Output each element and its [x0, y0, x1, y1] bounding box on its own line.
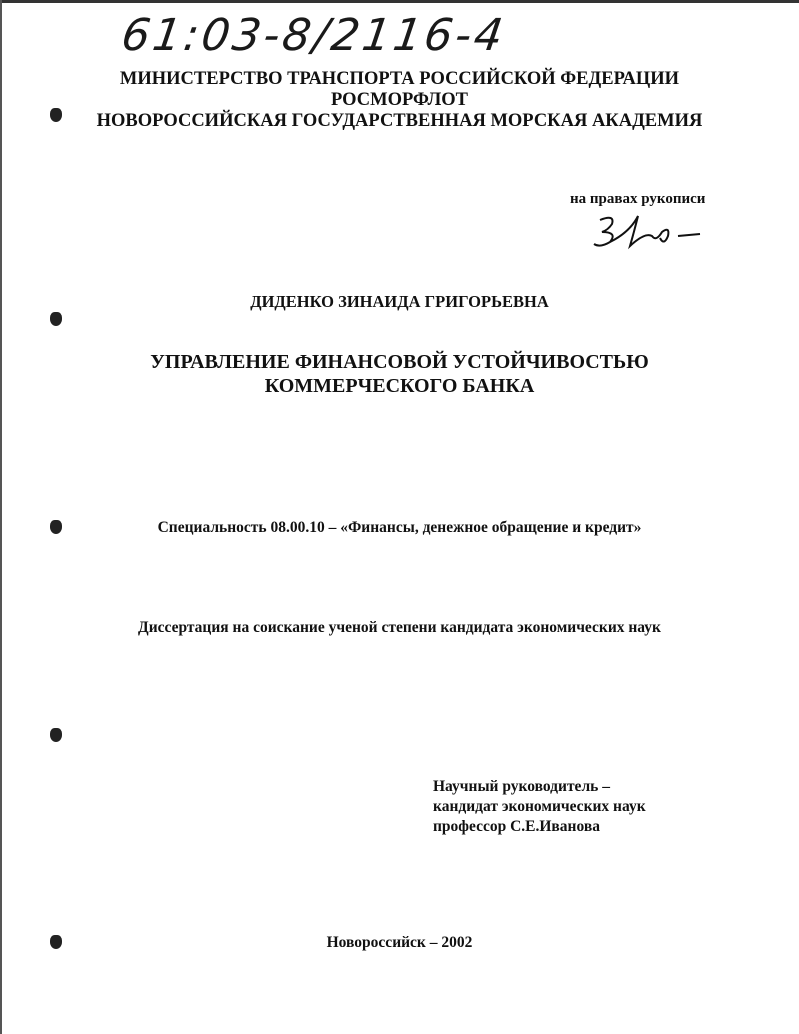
binding-hole-mark [50, 312, 62, 326]
degree-statement: Диссертация на соискание ученой степени кандидата экономических наук [138, 619, 661, 636]
header-academy: НОВОРОССИЙСКАЯ ГОСУДАРСТВЕННАЯ МОРСКАЯ АКАДЕМИЯ [96, 111, 703, 131]
binding-hole-mark [50, 108, 62, 122]
header-ministry: МИНИСТЕРСТВО ТРАНСПОРТА РОССИЙСКОЙ ФЕДЕРАЦИИ [119, 69, 680, 89]
scan-edge-left [0, 0, 2, 1034]
handwritten-catalog-number: 61:03-8/2116-4 [118, 10, 509, 61]
dissertation-title-line1: УПРАВЛЕНИЕ ФИНАНСОВОЙ УСТОЙЧИВОСТЬЮ [150, 351, 649, 373]
dissertation-title-line2: КОММЕРЧЕСКОГО БАНКА [264, 375, 535, 397]
header-rosmorflot: РОСМОРФЛОТ [330, 90, 468, 110]
supervisor-degree: кандидат экономических наук [433, 798, 646, 815]
handwritten-signature [590, 212, 705, 252]
author-name: ДИДЕНКО ЗИНАИДА ГРИГОРЬЕВНА [250, 292, 549, 311]
supervisor-label: Научный руководитель – [433, 778, 610, 795]
binding-hole-mark [50, 935, 62, 949]
scan-edge-top [0, 0, 799, 3]
binding-hole-mark [50, 520, 62, 534]
specialty: Специальность 08.00.10 – «Финансы, денежное обращение и кредит» [157, 519, 642, 536]
city-year: Новороссийск – 2002 [326, 934, 473, 951]
binding-hole-mark [50, 728, 62, 742]
supervisor-name: профессор С.Е.Иванова [433, 818, 600, 835]
manuscript-rights-note: на правах рукописи [570, 191, 706, 207]
